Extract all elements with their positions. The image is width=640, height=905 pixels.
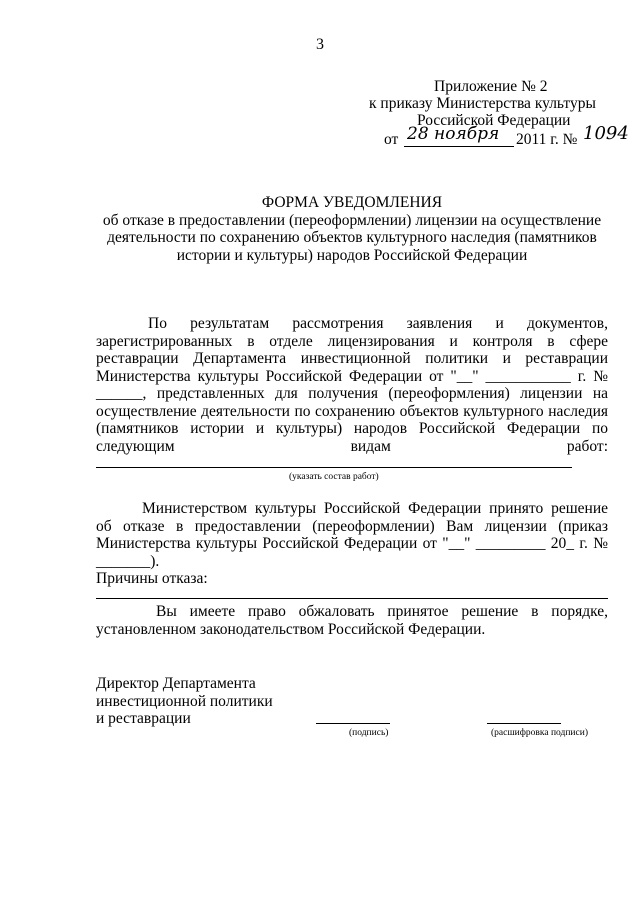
reasons-line [96,598,608,599]
paragraph-2-line: об отказе в предоставлении (переоформлении) Вам лицензии (приказ [96,517,608,535]
date-underline [404,146,514,147]
paragraph-1 [96,315,608,455]
paragraph-1-line: реставрации Департамента инвестиционной политики и реставрации [96,350,608,367]
appendix-date-prefix: от [384,131,399,148]
paragraph-2-line: Министерством культуры Российской Федерации принято решение [142,500,608,517]
appendix-year-text: 2011 г. № [516,131,578,148]
signature-caption: (подпись) [349,728,389,738]
form-subtitle-line-3: истории и культуры) народов Российской Федерации [176,246,528,264]
form-subtitle-line-1: об отказе в предоставлении (переоформлении) лицензии на осуществление [102,211,602,229]
paragraph-1-line: (памятников истории и культуры) народов Российской Федерации по [96,420,608,437]
appendix-line-3: Российской Федерации [417,112,571,129]
reasons-label: Причины отказа: [96,570,208,587]
paragraph-2-line: _______). [96,552,160,570]
appendix-line-1: Приложение № 2 [434,78,548,95]
paragraph-3-line: установленном законодательством Российской Федерации. [96,620,486,638]
works-caption: (указать состав работ) [289,472,379,482]
form-subtitle-line-2: деятельности по сохранению объектов культурного наследия (памятников [107,229,597,246]
paragraph-1-line: ______, представленных для получения (переоформления) лицензии на [96,385,608,402]
signature-decode-caption: (расшифровка подписи) [491,728,588,738]
signature-title [96,675,273,728]
paragraph-3-line: Вы имеете право обжаловать принятое решение в порядке, [156,603,608,620]
appendix-number-handwritten: 1094 [583,123,629,144]
paragraph-1-line: следующим видам работ: [96,437,608,455]
appendix-line-2: к приказу Министерства культуры [369,95,596,112]
signature-line [316,723,390,724]
form-title [96,194,608,264]
paragraph-1-line: По результатам рассмотрения заявления и документов, [148,315,608,332]
paragraph-1-line: зарегистрированных в отделе лицензирования и контроля в сфере [96,332,608,350]
form-heading: ФОРМА УВЕДОМЛЕНИЯ [261,194,443,211]
paragraph-2 [96,500,608,570]
paragraph-3 [96,603,608,638]
signature-decode-line [487,723,561,724]
paragraph-1-line: осуществление деятельности по сохранению объектов культурного наследия [96,402,608,420]
paragraph-1-line: Министерства культуры Российской Федерации от "__" ___________ г. № [96,367,608,385]
signature-line-1: Директор Департамента [96,675,256,692]
appendix-date-handwritten: 28 ноября [407,124,500,144]
signature-line-3: и реставрации [96,710,191,727]
signature-line-2: инвестиционной политики [96,692,273,710]
works-line [96,467,572,468]
page-number: 3 [316,36,324,53]
paragraph-2-line: Министерства культуры Российской Федерации от "__" _________ 20_ г. № [96,535,608,552]
